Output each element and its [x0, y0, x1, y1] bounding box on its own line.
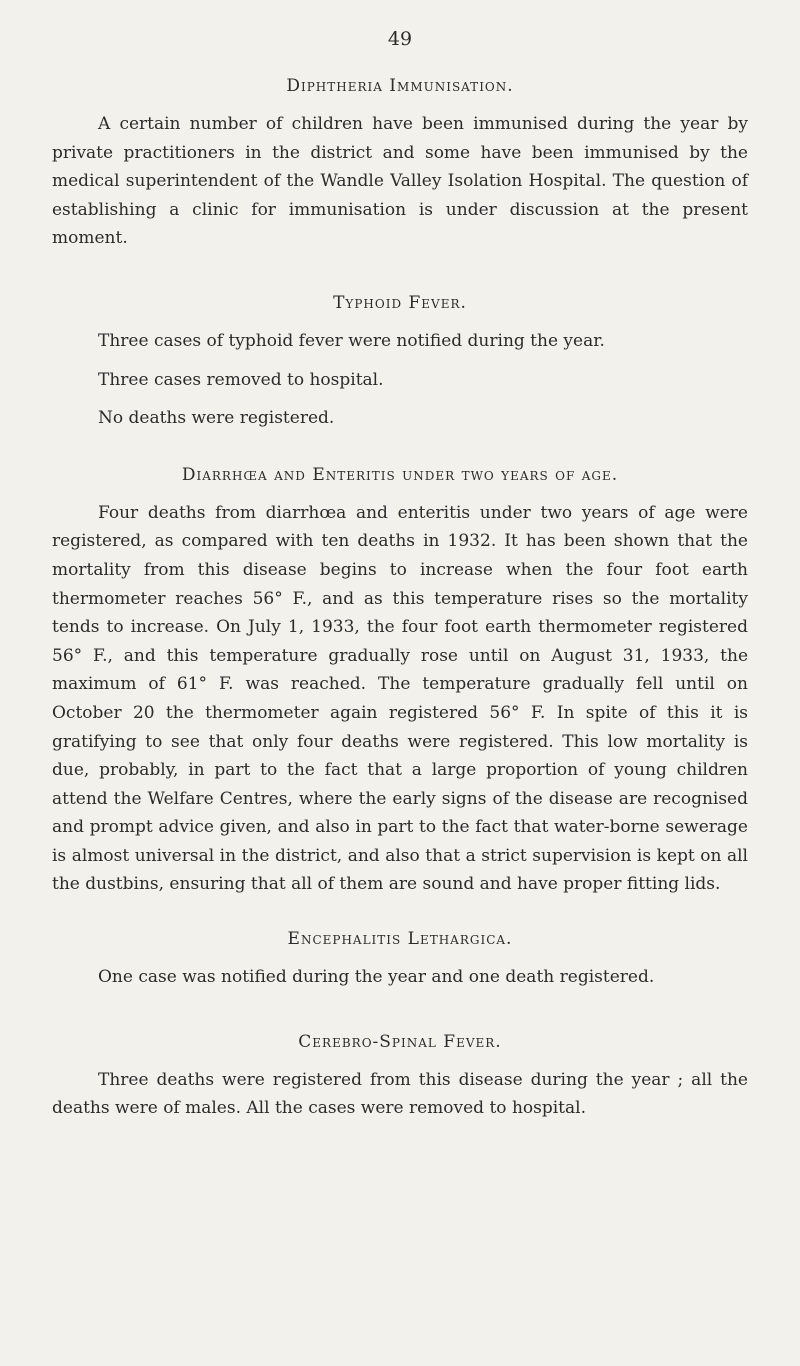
- section-heading-diphtheria: Diphtheria Immunisation.: [286, 76, 514, 96]
- spacer: [52, 992, 748, 1032]
- spacer: [52, 443, 748, 465]
- section-heading-typhoid: Typhoid Fever.: [333, 292, 467, 313]
- section-heading-cerebro-spinal: Cerebro-Spinal Fever.: [298, 1031, 502, 1052]
- spacer: [52, 899, 748, 929]
- section-heading-encephalitis: Encephalitis Lethargica.: [287, 929, 513, 950]
- typhoid-line-removed: Three cases removed to hospital.: [98, 369, 384, 390]
- paragraph-diarrhoea: Four deaths from diarrhœa and enteritis under two years of age were registered, as compared with ten deaths in 1932. It has been shown that the mortality from this disease begins to increase when the four foot earth thermometer reaches 56° F., and as this temperature rises so the mortality tends to increase. On July 1, 1933, the four foot earth thermometer registered 56° F., and this temperature gradually rose until on August 31, 1933, the maximum of 61° F. was reached. The temperature gradually fell until on October 20 the thermometer again registered 56° F. In spite of this it is gratifying to see that only four deaths were registered. This low mortality is due, probably, in part to the fact that a large proportion of young children attend the Welfare Centres, where the early signs of the disease are recognised and prompt advice given, and also in part to the fact that water-borne sewerage is almost universal in the district, and also that a strict supervision is kept on all the dustbins, ensuring that all of them are sound and have proper fitting lids.: [52, 502, 748, 895]
- typhoid-line-notified: Three cases of typhoid fever were notified during the year.: [98, 330, 605, 351]
- paragraph-cerebro-spinal: Three deaths were registered from this disease during the year ; all the deaths were of males. All the cases were removed to hospital.: [52, 1069, 748, 1119]
- page-number: 49: [387, 28, 413, 50]
- paragraph-diphtheria: A certain number of children have been immunised during the year by private practitioners in the district and some have been immunised by the medical superintendent of the Wandle Valley Isolation Hospital. The question of establishing a clinic for immunisation is under discussion at the present moment.: [52, 114, 748, 249]
- spacer: [52, 253, 748, 293]
- typhoid-line-deaths: No deaths were registered.: [98, 408, 335, 429]
- paragraph-encephalitis: One case was notified during the year and one death registered.: [98, 967, 655, 988]
- section-heading-diarrhoea: Diarrhœa and Enteritis under two years of age.: [181, 464, 619, 485]
